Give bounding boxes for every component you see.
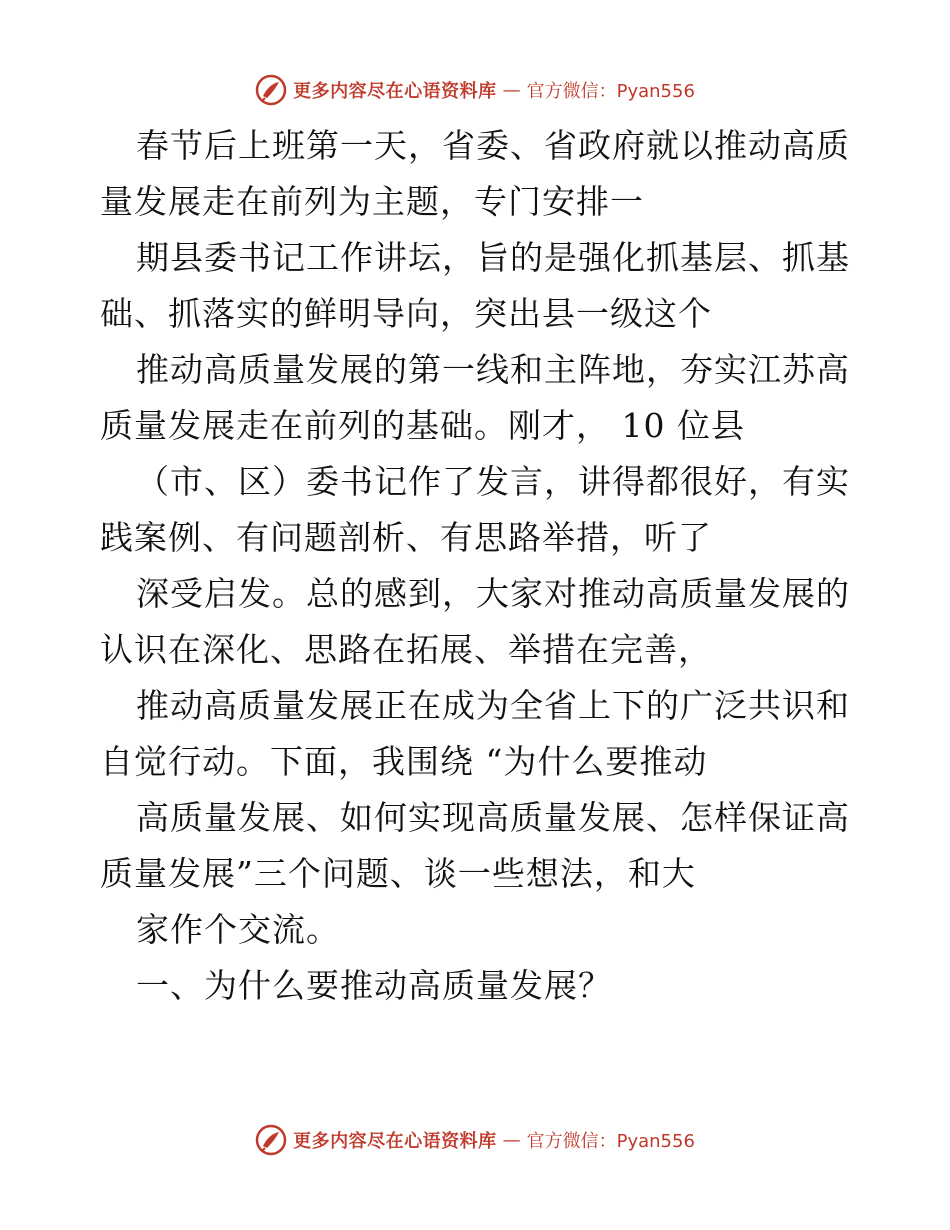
body-line: 量发展走在前列为主题，专门安排一 [100, 182, 644, 221]
footer-watermark [0, 1120, 950, 1160]
body-line: 深受启发。总的感到，大家对推动高质量发展的 [136, 574, 850, 613]
header-brand: 更多内容尽在心语资料库 [293, 81, 497, 102]
body-line: 践案例、有问题剖析、有思路举措，听了 [100, 518, 712, 557]
header-contact: 官方微信：Pyan556 [526, 81, 695, 102]
body-line: 春节后上班第一天，省委、省政府就以推动高质 [136, 126, 850, 165]
footer-contact: 官方微信：Pyan556 [526, 1131, 695, 1152]
pen-logo-icon [255, 74, 287, 106]
section-heading: 一、为什么要推动高质量发展？ [136, 966, 612, 1005]
body-line: 高质量发展、如何实现高质量发展、怎样保证高 [136, 798, 850, 837]
body-line: 推动高质量发展的第一线和主阵地，夯实江苏高 [136, 350, 850, 389]
body-line: 家作个交流。 [136, 910, 340, 949]
body-line: 质量发展”三个问题、谈一些想法，和大 [100, 854, 696, 893]
body-line: 认识在深化、思路在拓展、举措在完善， [100, 630, 712, 669]
footer-brand: 更多内容尽在心语资料库 [293, 1131, 497, 1152]
document-body [0, 118, 950, 1014]
header-dash: — [502, 79, 521, 101]
footer-dash: — [502, 1129, 521, 1151]
header-watermark [0, 70, 950, 110]
body-line: 础、抓落实的鲜明导向，突出县一级这个 [100, 294, 712, 333]
body-line: 质量发展走在前列的基础。刚才， 10 位县 [100, 406, 745, 445]
body-line: 自觉行动。下面，我围绕 “为什么要推动 [100, 742, 708, 781]
body-line: 推动高质量发展正在成为全省上下的广泛共识和 [136, 686, 850, 725]
pen-logo-icon [255, 1124, 287, 1156]
body-line: 期县委书记工作讲坛，旨的是强化抓基层、抓基 [136, 238, 850, 277]
body-line: （市、区）委书记作了发言，讲得都很好，有实 [136, 462, 850, 501]
